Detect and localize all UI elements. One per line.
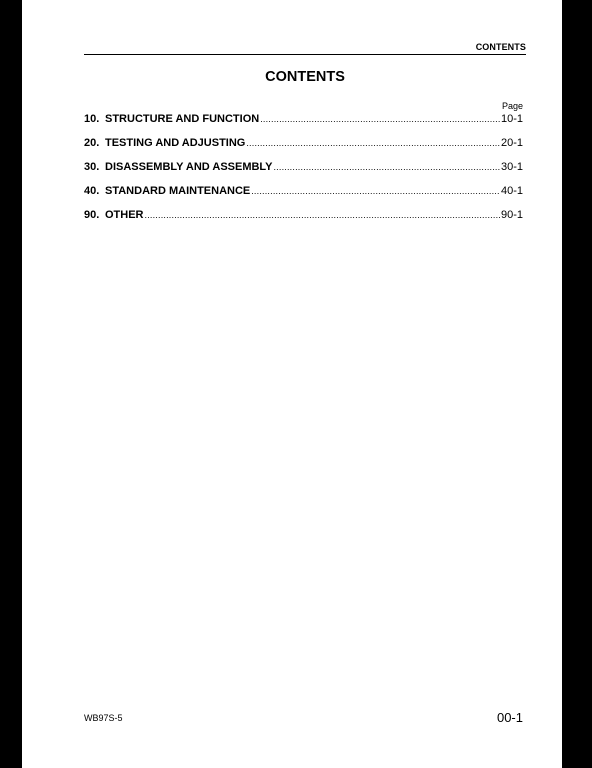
toc-entry-page: 90-1 [500,209,523,221]
page-column-label: Page [501,101,523,111]
toc-entry-other[interactable] [84,209,523,233]
toc-dot-leader [145,210,500,220]
toc-dot-leader [246,138,500,148]
toc-dot-leader [273,162,499,172]
toc-entry-page: 20-1 [500,137,523,149]
toc-entry-structure-and-function[interactable] [84,113,523,137]
running-header: CONTENTS [475,42,526,52]
toc-entry-standard-maintenance[interactable] [84,185,523,209]
toc-entry-number: 20. [84,137,100,149]
toc-dot-leader [251,186,500,196]
toc-entry-number: 40. [84,185,100,197]
toc-entry-title: DISASSEMBLY AND ASSEMBLY [105,161,273,173]
toc-entry-testing-and-adjusting[interactable] [84,137,523,161]
toc-entry-title: TESTING AND ADJUSTING [105,137,246,149]
footer-model: WB97S-5 [84,713,123,723]
toc-entry-page: 30-1 [500,161,523,173]
footer-page-number: 00-1 [496,710,523,725]
toc-entry-page: 40-1 [500,185,523,197]
toc-entry-title: OTHER [105,209,144,221]
toc-entry-number: 30. [84,161,100,173]
document-page [22,0,562,768]
toc-entry-page: 10-1 [500,113,523,125]
toc-entry-title: STRUCTURE AND FUNCTION [105,113,260,125]
toc-entry-disassembly-and-assembly[interactable] [84,161,523,185]
table-of-contents [84,113,523,233]
toc-entry-number: 90. [84,209,100,221]
toc-dot-leader [260,114,500,124]
toc-entry-number: 10. [84,113,100,125]
header-rule [84,54,526,55]
toc-entry-title: STANDARD MAINTENANCE [105,185,251,197]
page-title: CONTENTS [265,69,345,85]
